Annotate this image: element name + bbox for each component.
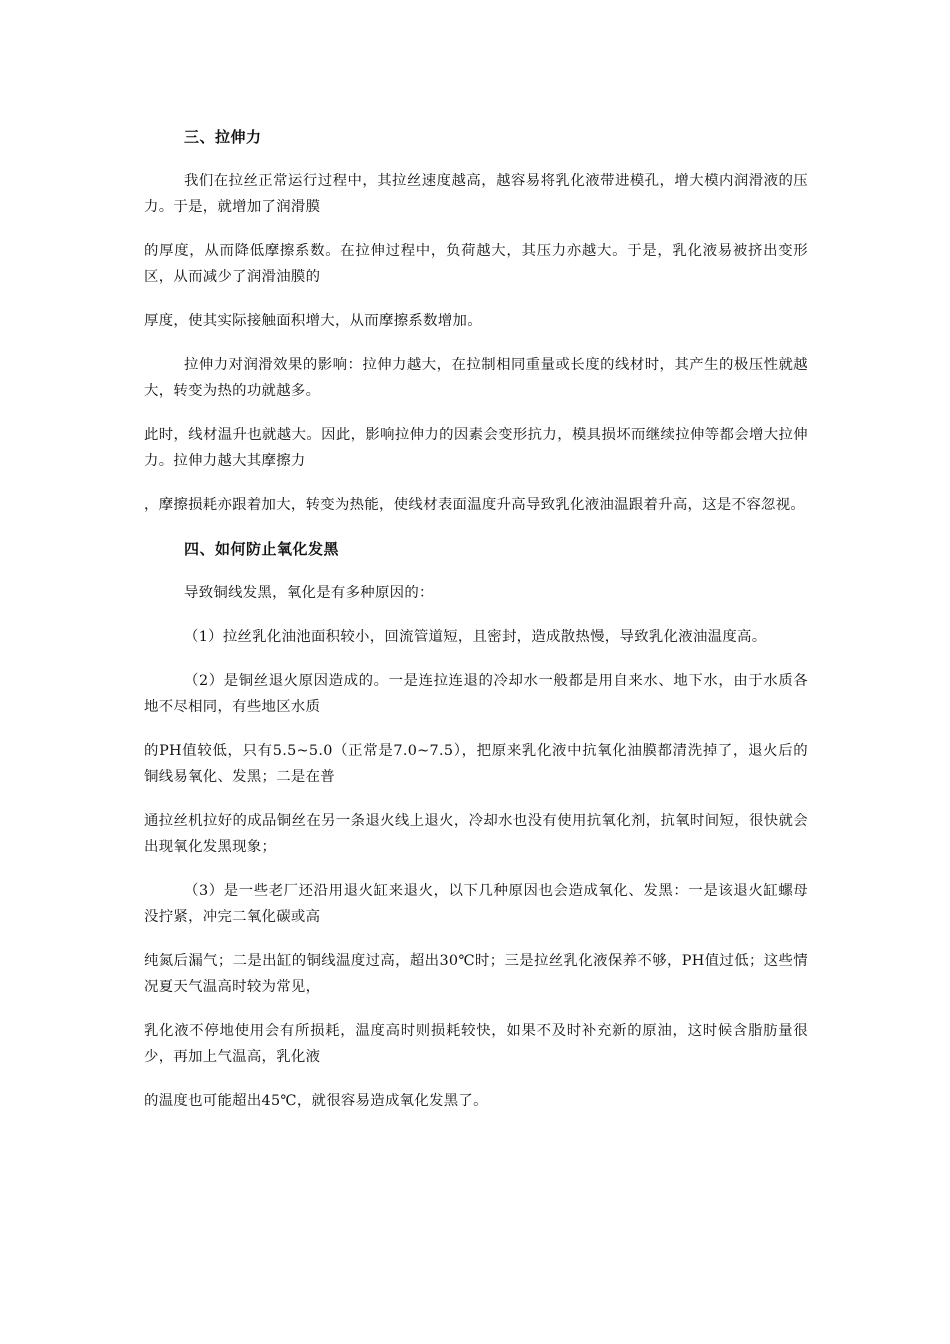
paragraph: 此时，线材温升也就越大。因此，影响拉伸力的因素会变形抗力，模具损坏而继续拉伸等都会增大拉伸力。拉伸力越大其摩擦力 xyxy=(144,427,808,469)
list-item: （1）拉丝乳化油池面积较小，回流管道短，且密封，造成散热慢，导致乳化液油温度高。 xyxy=(184,629,767,645)
paragraph: 通拉丝机拉好的成品铜丝在另一条退火线上退火，冷却水也没有使用抗氧化剂，抗氧时间短，很快就会出现氧化发黑现象； xyxy=(144,813,808,855)
section-heading-tensile-force: 三、拉伸力 xyxy=(184,128,262,146)
paragraph: 的温度也可能超出45℃，就很容易造成氧化发黑了。 xyxy=(144,1093,488,1109)
paragraph: 的厚度，从而降低摩擦系数。在拉伸过程中，负荷越大，其压力亦越大。于是，乳化液易被挤出变形区，从而减少了润滑油膜的 xyxy=(144,243,808,285)
list-item: （3）是一些老厂还沿用退火缸来退火，以下几种原因也会造成氧化、发黑：一是该退火缸螺母没拧紧，冲完二氧化碳或高 xyxy=(144,883,808,925)
paragraph: 我们在拉丝正常运行过程中，其拉丝速度越高，越容易将乳化液带进模孔，增大模内润滑液的压力。于是，就增加了润滑膜 xyxy=(144,173,808,215)
paragraph: 的PH值较低，只有5.5~5.0（正常是7.0~7.5），把原来乳化液中抗氧化油膜都清洗掉了，退火后的铜线易氧化、发黑；二是在普 xyxy=(144,743,808,785)
paragraph: 厚度，使其实际接触面积增大，从而摩擦系数增加。 xyxy=(144,313,482,329)
section-heading-prevent-oxidation: 四、如何防止氧化发黑 xyxy=(184,540,340,558)
document-body xyxy=(144,124,808,1132)
paragraph: 乳化液不停地使用会有所损耗，温度高时则损耗较快，如果不及时补充新的原油，这时候含脂肪量很少，再加上气温高，乳化液 xyxy=(144,1023,808,1065)
paragraph: 纯氮后漏气；二是出缸的铜线温度过高，超出30℃时；三是拉丝乳化液保养不够，PH值过低；这些情况夏天气温高时较为常见， xyxy=(144,953,808,995)
paragraph: 拉伸力对润滑效果的影响：拉伸力越大，在拉制相同重量或长度的线材时，其产生的极压性就越大，转变为热的功就越多。 xyxy=(144,357,808,399)
paragraph: 导致铜线发黑，氧化是有多种原因的： xyxy=(184,585,434,601)
list-item: （2）是铜丝退火原因造成的。一是连拉连退的冷却水一般都是用自来水、地下水，由于水质各地不尽相同，有些地区水质 xyxy=(144,673,808,715)
paragraph: ，摩擦损耗亦跟着加大，转变为热能，使线材表面温度升高导致乳化液油温跟着升高，这是不容忽视。 xyxy=(144,497,806,513)
